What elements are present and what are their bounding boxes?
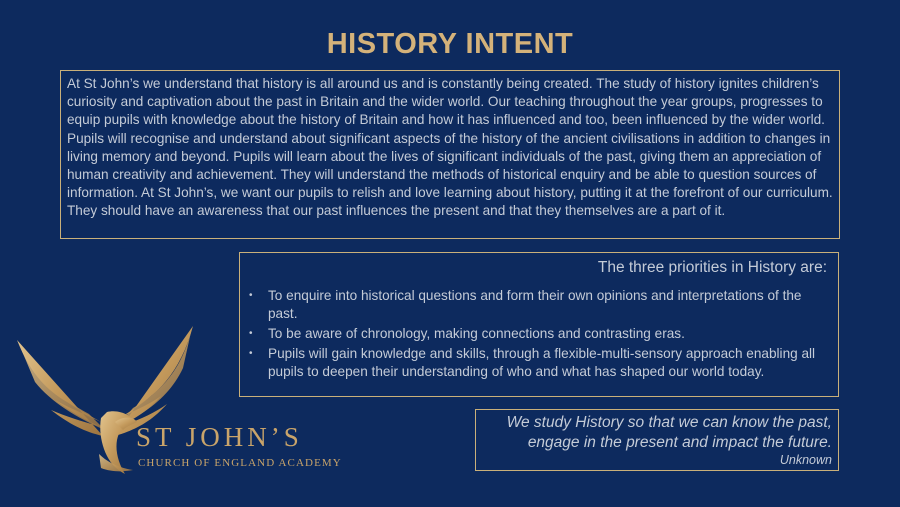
page-title: HISTORY INTENT — [326, 28, 574, 60]
list-item — [245, 287, 833, 323]
intent-text-box — [60, 70, 840, 239]
school-subtitle: CHURCH OF ENGLAND ACADEMY — [138, 457, 342, 469]
quote-box — [475, 409, 839, 471]
bullet-icon: • — [249, 348, 253, 359]
priorities-heading: The three priorities in History are: — [597, 259, 827, 276]
bullet-icon: • — [249, 328, 253, 339]
bullet-icon: • — [249, 290, 253, 301]
priority-text: Pupils will gain knowledge and skills, through a flexible-multi-sensory approach enabling all pupils to deepen their understanding of who and what has shaped our world today. — [268, 346, 816, 379]
priority-text: To be aware of chronology, making connections and contrasting eras. — [268, 326, 685, 341]
priority-text: To enquire into historical questions and form their own opinions and interpretations of the past. — [268, 288, 802, 321]
quote-author: Unknown — [779, 453, 832, 467]
quote-text: We study History so that we can know the past, engage in the present and impact the future. — [506, 414, 832, 451]
school-name: ST JOHN’S — [136, 422, 303, 452]
intent-paragraph: At St John’s we understand that history is all around us and is constantly being created. The study of history ignites children’s curiosity and captivation about the past in Britain and the wider world. Our teaching throughout the year groups, progresses to equip pupils with knowledge about the history of Britain and how it has influenced and too, been influenced by the wider world. Pupils will recognise and understand about significant aspects of the history of the ancient civilisations in addition to changes in living memory and beyond. Pupils will learn about the lives of significant individuals of the past, giving them an appreciation of human creativity and achievement. They will understand the methods of historical enquiry and be able to question sources of information. At St John’s, we want our pupils to relish and love learning about history, putting it at the forefront of our curriculum. They should have an awareness that our past influences the present and that they themselves are a part of it. — [67, 76, 833, 219]
